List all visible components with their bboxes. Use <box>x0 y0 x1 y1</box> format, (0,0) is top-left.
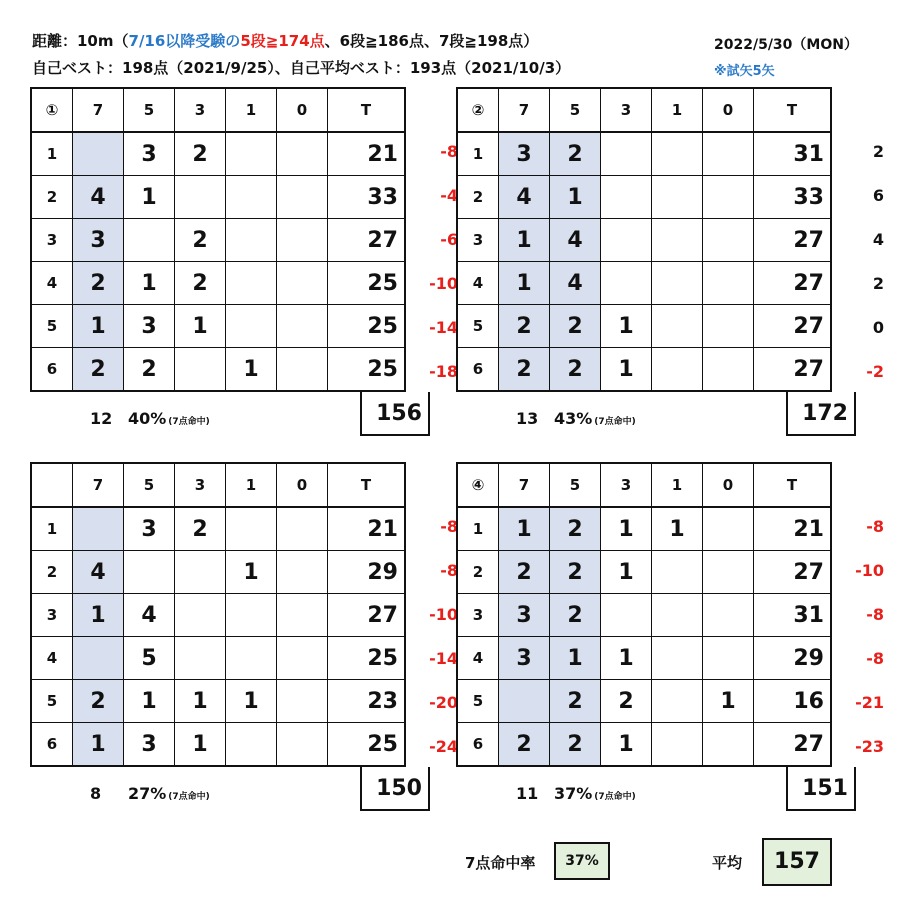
count-c7 <box>73 507 124 551</box>
hit-rate-value: 37% <box>554 842 610 880</box>
end-number: 5 <box>457 680 499 723</box>
column-header: 3 <box>175 463 226 507</box>
header-row <box>31 463 405 507</box>
distance-info: 距離：10m（7/16以降受験の5段≧174点、6段≧186点、7段≧198点） <box>32 32 539 50</box>
count-c1 <box>652 594 703 637</box>
count-c5: 1 <box>124 680 175 723</box>
score-diff: -14 <box>429 649 458 668</box>
average-label: 平均 <box>712 854 743 872</box>
score-diff: -21 <box>855 693 884 712</box>
count-c3 <box>601 132 652 176</box>
score-diff: -18 <box>429 362 458 381</box>
count-c0 <box>277 637 328 680</box>
table-row <box>31 551 405 594</box>
score-diff: -8 <box>440 561 458 580</box>
count-c0 <box>703 305 754 348</box>
count-c7: 2 <box>499 551 550 594</box>
percent-value: 40% <box>128 409 167 428</box>
percent-label: (7点命中) <box>594 417 636 427</box>
count-c7: 1 <box>499 262 550 305</box>
table-row <box>31 594 405 637</box>
count-c1 <box>226 262 277 305</box>
table-row <box>457 637 831 680</box>
end-total: 27 <box>754 219 832 262</box>
count-c7: 3 <box>499 637 550 680</box>
table-row <box>457 594 831 637</box>
count-c1: 1 <box>652 507 703 551</box>
count-c0 <box>277 594 328 637</box>
count-c0 <box>703 219 754 262</box>
count-c0 <box>703 507 754 551</box>
end-total: 21 <box>754 507 832 551</box>
count-c7: 2 <box>499 348 550 392</box>
count-c5: 2 <box>550 594 601 637</box>
column-header: T <box>754 88 832 132</box>
percent-label: (7点命中) <box>594 792 636 802</box>
table-row <box>31 637 405 680</box>
count-c0 <box>277 219 328 262</box>
end-total: 31 <box>754 132 832 176</box>
count-c7: 1 <box>73 594 124 637</box>
seven-hit-count: 13 <box>516 409 539 428</box>
end-number: 4 <box>457 262 499 305</box>
percent-value: 37% <box>554 784 593 803</box>
count-c7 <box>499 680 550 723</box>
count-c0 <box>277 262 328 305</box>
count-c5: 4 <box>550 219 601 262</box>
end-number: 6 <box>31 723 73 767</box>
count-c1 <box>226 219 277 262</box>
round-label <box>31 463 73 507</box>
column-header: T <box>328 463 406 507</box>
column-header: 3 <box>175 88 226 132</box>
count-c0 <box>277 305 328 348</box>
end-total: 25 <box>328 723 406 767</box>
column-header: 7 <box>73 88 124 132</box>
table-row <box>457 176 831 219</box>
count-c0: 1 <box>703 680 754 723</box>
count-c3: 2 <box>601 680 652 723</box>
score-diff: -4 <box>440 186 458 205</box>
header-row <box>457 463 831 507</box>
count-c0 <box>277 348 328 392</box>
table-row <box>457 219 831 262</box>
seven-hit-percent <box>554 784 636 803</box>
round-block-4 <box>456 462 884 862</box>
column-header: 1 <box>226 463 277 507</box>
count-c7 <box>73 132 124 176</box>
count-c3: 2 <box>175 507 226 551</box>
score-diff: -24 <box>429 737 458 756</box>
count-c0 <box>277 132 328 176</box>
table-row <box>457 551 831 594</box>
count-c3 <box>601 262 652 305</box>
count-c5 <box>124 551 175 594</box>
count-c0 <box>703 594 754 637</box>
end-number: 2 <box>457 176 499 219</box>
count-c0 <box>703 348 754 392</box>
round-block-1 <box>30 87 458 487</box>
end-total: 16 <box>754 680 832 723</box>
count-c5: 2 <box>550 132 601 176</box>
date-label: 2022/5/30（MON） <box>714 37 858 53</box>
count-c5: 2 <box>124 348 175 392</box>
count-c7: 2 <box>499 305 550 348</box>
end-total: 27 <box>754 262 832 305</box>
count-c1 <box>652 637 703 680</box>
round-label: ④ <box>457 463 499 507</box>
count-c3 <box>175 176 226 219</box>
end-total: 25 <box>328 305 406 348</box>
count-c1 <box>652 551 703 594</box>
header-row <box>31 88 405 132</box>
end-number: 3 <box>457 594 499 637</box>
score-diff: -20 <box>429 693 458 712</box>
table-row <box>31 176 405 219</box>
count-c0 <box>703 637 754 680</box>
score-diff: -23 <box>855 737 884 756</box>
score-table <box>456 462 832 767</box>
count-c5: 5 <box>124 637 175 680</box>
score-diff: -8 <box>440 142 458 161</box>
end-number: 3 <box>31 594 73 637</box>
score-diff: -8 <box>440 517 458 536</box>
count-c1 <box>226 723 277 767</box>
count-c1 <box>226 637 277 680</box>
count-c3: 2 <box>175 132 226 176</box>
count-c7: 1 <box>499 507 550 551</box>
end-number: 4 <box>457 637 499 680</box>
score-diff: 2 <box>872 142 884 161</box>
count-c7: 1 <box>73 305 124 348</box>
count-c0 <box>277 176 328 219</box>
table-row <box>31 132 405 176</box>
count-c3: 1 <box>601 723 652 767</box>
end-total: 29 <box>328 551 406 594</box>
end-total: 23 <box>328 680 406 723</box>
table-row <box>457 680 831 723</box>
count-c1 <box>226 507 277 551</box>
count-c1 <box>226 305 277 348</box>
end-number: 1 <box>31 507 73 551</box>
end-number: 5 <box>31 680 73 723</box>
score-diff: 2 <box>872 274 884 293</box>
round-label: ① <box>31 88 73 132</box>
count-c1: 1 <box>226 680 277 723</box>
count-c7: 2 <box>73 262 124 305</box>
count-c1 <box>226 176 277 219</box>
count-c3: 1 <box>175 680 226 723</box>
table-row <box>457 348 831 392</box>
column-header: 1 <box>652 88 703 132</box>
count-c3 <box>175 594 226 637</box>
end-number: 1 <box>457 132 499 176</box>
personal-best: 自己ベスト：198点（2021/9/25）、自己平均ベスト：193点（2021/10/3） <box>32 59 571 77</box>
end-number: 5 <box>31 305 73 348</box>
count-c5 <box>124 219 175 262</box>
round-block-3 <box>30 462 458 862</box>
score-table <box>456 87 832 392</box>
count-c0 <box>277 680 328 723</box>
count-c5: 2 <box>550 680 601 723</box>
count-c3: 2 <box>175 219 226 262</box>
score-diff: -8 <box>866 649 884 668</box>
round-total: 156 <box>360 392 430 436</box>
end-total: 21 <box>328 507 406 551</box>
end-total: 33 <box>328 176 406 219</box>
end-total: 25 <box>328 262 406 305</box>
seven-hit-percent <box>554 409 636 428</box>
count-c1 <box>652 219 703 262</box>
column-header: 3 <box>601 463 652 507</box>
end-total: 27 <box>328 219 406 262</box>
end-total: 31 <box>754 594 832 637</box>
column-header: 0 <box>277 88 328 132</box>
column-header: 5 <box>550 463 601 507</box>
count-c5: 3 <box>124 132 175 176</box>
end-number: 1 <box>31 132 73 176</box>
count-c0 <box>703 176 754 219</box>
table-row <box>31 219 405 262</box>
end-number: 6 <box>31 348 73 392</box>
count-c5: 1 <box>124 176 175 219</box>
count-c5: 1 <box>124 262 175 305</box>
score-diff: -10 <box>855 561 884 580</box>
count-c7: 1 <box>73 723 124 767</box>
column-header: 1 <box>226 88 277 132</box>
count-c1 <box>652 680 703 723</box>
table-row <box>457 305 831 348</box>
score-table <box>30 87 406 392</box>
count-c5: 1 <box>550 637 601 680</box>
count-c3: 1 <box>175 305 226 348</box>
score-diff: -2 <box>866 362 884 381</box>
count-c3: 2 <box>175 262 226 305</box>
count-c5: 3 <box>124 507 175 551</box>
count-c5: 2 <box>550 551 601 594</box>
score-diff: 0 <box>872 318 884 337</box>
count-c7 <box>73 637 124 680</box>
end-number: 2 <box>31 551 73 594</box>
end-total: 21 <box>328 132 406 176</box>
end-total: 33 <box>754 176 832 219</box>
column-header: T <box>328 88 406 132</box>
count-c0 <box>703 551 754 594</box>
column-header: 7 <box>73 463 124 507</box>
score-diff: -14 <box>429 318 458 337</box>
column-header: 5 <box>124 88 175 132</box>
count-c7: 1 <box>499 219 550 262</box>
end-number: 2 <box>31 176 73 219</box>
table-row <box>457 262 831 305</box>
percent-value: 27% <box>128 784 167 803</box>
end-number: 4 <box>31 637 73 680</box>
count-c3 <box>601 176 652 219</box>
score-diff: 6 <box>872 186 884 205</box>
count-c5: 1 <box>550 176 601 219</box>
end-number: 4 <box>31 262 73 305</box>
end-total: 29 <box>754 637 832 680</box>
column-header: 0 <box>277 463 328 507</box>
column-header: 5 <box>550 88 601 132</box>
count-c7: 2 <box>73 680 124 723</box>
count-c7: 4 <box>499 176 550 219</box>
count-c7: 3 <box>499 132 550 176</box>
end-total: 27 <box>754 723 832 767</box>
count-c7: 2 <box>73 348 124 392</box>
end-total: 27 <box>754 551 832 594</box>
count-c7: 3 <box>499 594 550 637</box>
note-label: ※試矢5矢 <box>714 64 775 79</box>
table-row <box>31 305 405 348</box>
column-header: 0 <box>703 88 754 132</box>
count-c1 <box>652 132 703 176</box>
count-c3 <box>601 594 652 637</box>
column-header: 1 <box>652 463 703 507</box>
count-c5: 2 <box>550 348 601 392</box>
percent-label: (7点命中) <box>168 417 210 427</box>
count-c5: 4 <box>124 594 175 637</box>
count-c7: 2 <box>499 723 550 767</box>
table-row <box>31 348 405 392</box>
count-c1 <box>652 348 703 392</box>
count-c5: 3 <box>124 723 175 767</box>
table-row <box>457 723 831 767</box>
score-diff: -8 <box>866 517 884 536</box>
count-c5: 3 <box>124 305 175 348</box>
table-row <box>457 132 831 176</box>
round-label: ② <box>457 88 499 132</box>
column-header: 0 <box>703 463 754 507</box>
round-block-2 <box>456 87 884 487</box>
count-c1 <box>226 132 277 176</box>
average-value: 157 <box>762 838 832 886</box>
count-c0 <box>703 262 754 305</box>
percent-value: 43% <box>554 409 593 428</box>
count-c5: 2 <box>550 723 601 767</box>
seven-hit-count: 11 <box>516 784 539 803</box>
count-c3: 1 <box>601 551 652 594</box>
column-header: 5 <box>124 463 175 507</box>
count-c3: 1 <box>601 507 652 551</box>
round-total: 151 <box>786 767 856 811</box>
header-row <box>457 88 831 132</box>
count-c3: 1 <box>601 637 652 680</box>
score-diff: 4 <box>872 230 884 249</box>
count-c3 <box>175 551 226 594</box>
count-c1: 1 <box>226 551 277 594</box>
count-c1 <box>652 305 703 348</box>
seven-hit-percent <box>128 784 210 803</box>
count-c1: 1 <box>226 348 277 392</box>
end-number: 3 <box>457 219 499 262</box>
seven-hit-percent <box>128 409 210 428</box>
count-c5: 2 <box>550 305 601 348</box>
end-number: 6 <box>457 348 499 392</box>
end-number: 2 <box>457 551 499 594</box>
table-row <box>31 262 405 305</box>
count-c3: 1 <box>175 723 226 767</box>
seven-hit-count: 12 <box>90 409 113 428</box>
count-c1 <box>226 594 277 637</box>
end-number: 3 <box>31 219 73 262</box>
end-number: 1 <box>457 507 499 551</box>
count-c1 <box>652 176 703 219</box>
table-row <box>457 507 831 551</box>
table-row <box>31 723 405 767</box>
score-table <box>30 462 406 767</box>
count-c3: 1 <box>601 305 652 348</box>
end-total: 25 <box>328 637 406 680</box>
count-c7: 4 <box>73 176 124 219</box>
score-diff: -8 <box>866 605 884 624</box>
percent-label: (7点命中) <box>168 792 210 802</box>
end-total: 27 <box>328 594 406 637</box>
count-c0 <box>703 132 754 176</box>
score-diff: -6 <box>440 230 458 249</box>
count-c0 <box>703 723 754 767</box>
count-c0 <box>277 507 328 551</box>
column-header: 7 <box>499 88 550 132</box>
round-total: 172 <box>786 392 856 436</box>
score-diff: -10 <box>429 605 458 624</box>
column-header: T <box>754 463 832 507</box>
hit-rate-label: 7点命中率 <box>465 854 536 872</box>
count-c5: 4 <box>550 262 601 305</box>
count-c3 <box>601 219 652 262</box>
count-c3 <box>175 348 226 392</box>
end-total: 27 <box>754 348 832 392</box>
round-total: 150 <box>360 767 430 811</box>
end-total: 27 <box>754 305 832 348</box>
score-diff: -10 <box>429 274 458 293</box>
count-c0 <box>277 723 328 767</box>
table-row <box>31 507 405 551</box>
end-number: 6 <box>457 723 499 767</box>
count-c1 <box>652 262 703 305</box>
count-c7: 3 <box>73 219 124 262</box>
end-total: 25 <box>328 348 406 392</box>
count-c5: 2 <box>550 507 601 551</box>
count-c1 <box>652 723 703 767</box>
column-header: 3 <box>601 88 652 132</box>
count-c0 <box>277 551 328 594</box>
table-row <box>31 680 405 723</box>
count-c3 <box>175 637 226 680</box>
count-c3: 1 <box>601 348 652 392</box>
end-number: 5 <box>457 305 499 348</box>
column-header: 7 <box>499 463 550 507</box>
count-c7: 4 <box>73 551 124 594</box>
seven-hit-count: 8 <box>90 784 102 803</box>
